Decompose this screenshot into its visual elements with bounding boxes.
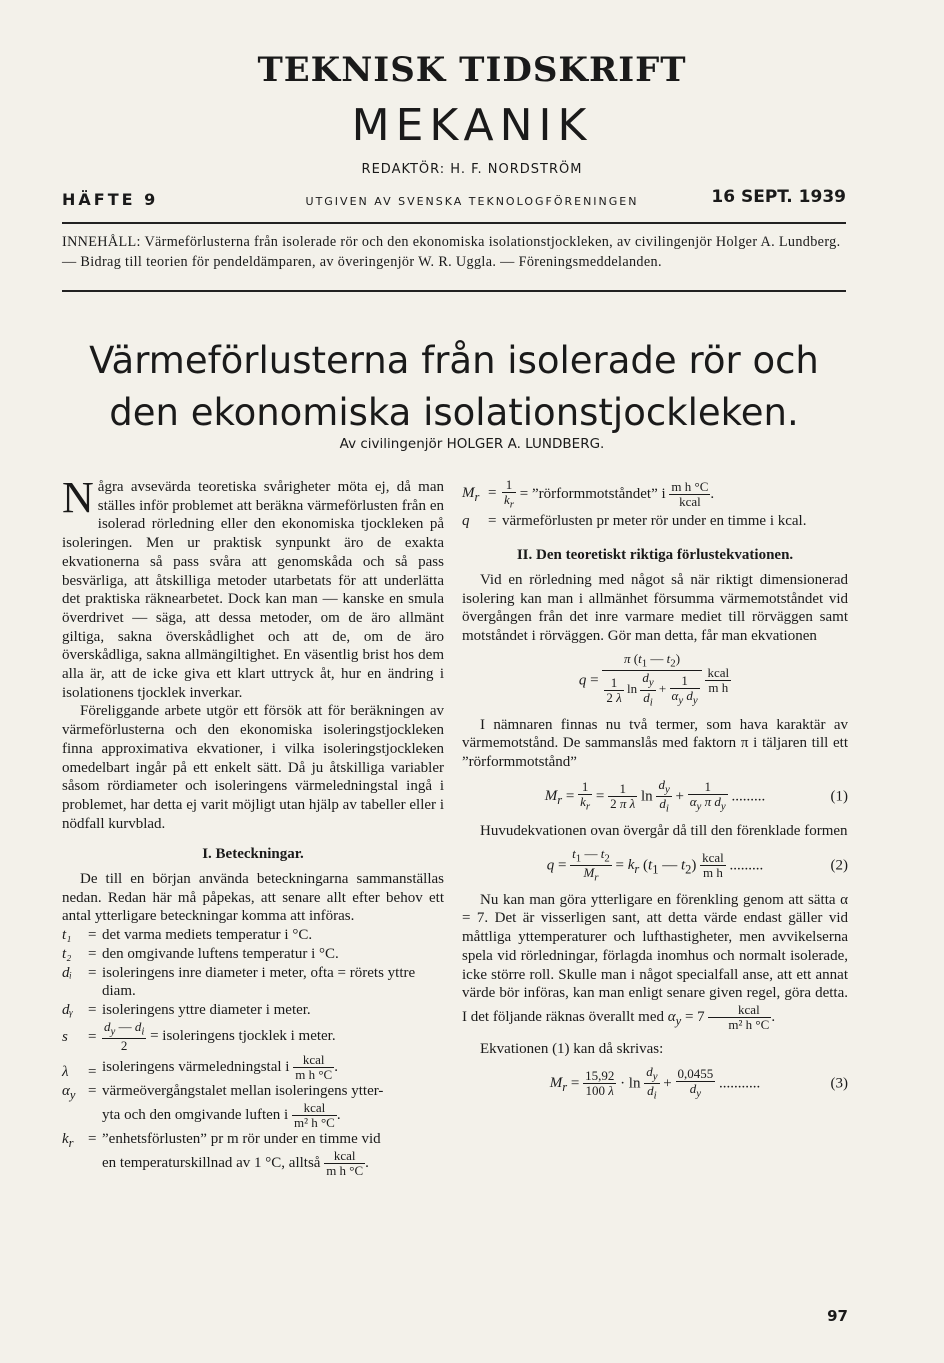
def-text: den omgivande luftens temperatur i °C. — [102, 945, 339, 962]
publisher-line: UTGIVEN AV SVENSKA TEKNOLOGFÖRENINGEN — [305, 195, 639, 208]
issue-date: 16 SEPT. 1939 — [711, 187, 846, 207]
def-symbol: $\alpha_y$ — [62, 1083, 76, 1103]
article-byline: Av civilingenjör HOLGER A. LUNDBERG. — [339, 436, 605, 452]
def-symbol: $M_r$ — [462, 485, 480, 504]
paragraph-8: Ekvationen (1) kan då skrivas: — [480, 1041, 664, 1057]
equation-main: q = π ($t_1$ — $t_2$) $\frac{1}{2 \lambda}$ ln $\frac{d_y}{d_i}$ + $\frac{1}{\alpha_y d_y}$ $\frac{\text{kcal}}{\text{m h}}$ — [578, 650, 730, 709]
def-text: värmeövergångstalet mellan isoleringens ytter- yta och den omgivande luften i $\frac{\text{kcal}}{\text{m² h °C}}$ . — [102, 1083, 384, 1130]
def-symbol: $k_r$ — [62, 1130, 74, 1150]
divider-top — [62, 222, 846, 224]
def-symbol: q — [462, 512, 470, 529]
issue-number: HÄFTE 9 — [62, 190, 159, 209]
definitions-list: t₁ = det varma mediets temperatur i °C. t₂ = den omgivande luftens temperatur i °C. dᵢ = isoleringens inre diameter i meter, ofta = rörets yttre diam. dᵧ = isoleringens yttre diameter i meter. s = $\frac{d_y — d_i}{2}$ = isoleringens tjocklek i meter. λ = isoleringens värmeledningstal i $\frac{\text{kcal}}{\text{m h °C}}$ . $\alpha_y$ = värmeövergångstalet mellan isoleringens ytter- yta och den omgivande luften i $\frac{\text{kcal}}{\text{m² h °C}}$ . $k_r$ = ”enhetsförlusten” pr m rör under en timme vid en temperaturskillnad av 1 °C, alltså $\frac{\text{kcal}}{\text{m h °C}}$ . — [62, 926, 444, 1178]
equation-number: (1) — [830, 788, 848, 805]
def-text: isoleringens inre diameter i meter, ofta = rörets yttre diam. — [102, 964, 416, 1000]
paragraph-6: Huvudekvationen ovan övergår då till den förenklade formen — [480, 822, 848, 839]
equation-1: $M_r$ = $\frac{1}{k_r}$ = $\frac{1}{\text{2 π λ}}$ ln $\frac{d_y}{d_i}$ + $\frac{1}{\alpha_y \pi d_y}$ ......... (1) — [544, 776, 848, 815]
equation-2: q = $\frac{t_1 — t_2}{M_r}$ = $k_r$ ($t_1$ — $t_2$) $\frac{\text{kcal}}{\text{m h}}$ ......... (2) — [546, 845, 848, 884]
paragraph-2: Föreliggande arbete utgör ett försök att för beräkningen av värmeförlusterna och den ekonomiska isoleringstjockleken finna approximativa ekvationer, i vilka isoleringstjockleken omedelbart ingår på ett enkelt sätt. Då ju åtskilliga variabler såsom rördiameter och isoleringens värmeledningstal ingå i problemet, har detta ej varit möjligt utan hjälp av tabeller eller i nödfall kurvblad. — [62, 703, 444, 832]
article-title: Värmeförlusterna från isolerade rör och den ekonomiska isolationstjockleken. — [89, 339, 819, 434]
section-title: MEKANIK — [351, 100, 593, 151]
paragraph-1-text: ågra avsevärda teoretiska svårigheter möta ej, då man ställes inför problemet att beräkna värmeförlusten från en isolerad rörledning eller den ekonomiska tjockleken på isoleringen. Men ur praktisk synpunkt äro de exakta ekvationerna så pass svåra att genomskåda och så pass besvärliga, att åtskilliga metoder utarbetats för att underlätta det praktiska räknearbetet. Dock kan man — kanske en smula överdrivet — säga, att dessa metoder, om de äro allmänt giltiga, sakna överskådlighet och att de, om de äro överskådliga, sakna allmängiltighet. En väsentlig brist hos dem alla är, att de icke giva ett klart uttryck åt, hur en ändring i isolationens tjocklek inverkar. — [62, 479, 444, 701]
left-column — [62, 473, 444, 1178]
def-text: värmeförlusten pr meter rör under en timme i kcal. — [502, 512, 807, 529]
paragraph-3: De till en början använda beteckningarna sammanställas nedan. Redan här må påpekas, att senare allt efter behov ett antal ytterligare beteckningar komma att införas. — [62, 871, 444, 925]
def-symbol: dᵢ — [62, 964, 72, 981]
def-symbol: t₁ — [62, 927, 72, 944]
def-symbol: dᵧ — [62, 1001, 73, 1018]
journal-title: TEKNISK TIDSKRIFT — [257, 50, 687, 90]
paragraph-1 — [62, 473, 444, 702]
contents-block: INNEHÅLL: Värmeförlusterna från isolerade rör och den ekonomiska isolationstjockleken, av civilingenjör Holger A. Lundberg. — Bidrag till teorien för pendeldämparen, av överingenjör W. R. Uggla. — Föreningsmeddelanden. — [62, 234, 841, 270]
def-symbol: s — [62, 1028, 68, 1045]
definitions-list-2: $M_r$ = $\frac{1}{k_r}$ = ”rörformmotståndet” i $\frac{\text{m h °C}}{\text{kcal}}$ . q = värmeförlusten pr meter rör under en timme i kcal. — [462, 478, 848, 530]
drop-cap: N — [62, 473, 94, 522]
def-symbol: λ — [62, 1064, 69, 1081]
def-text: $\frac{d_y — d_i}{2}$ = isoleringens tjocklek i meter. — [104, 1018, 336, 1054]
editor-line: REDAKTÖR: H. F. NORDSTRÖM — [361, 162, 583, 177]
divider-bottom — [62, 290, 846, 292]
paragraph-4: Vid en rörledning med något så när riktigt dimensionerad isolering kan man i allmänhet försumma värmemotståndet vid övergången från det inre varmare mediet till rörväggen samt motståndet i rörväggen. Gör man detta, får man ekvationen — [462, 572, 848, 645]
equation-3: $M_r$ = $\frac{15,92}{100 \lambda}$ · ln $\frac{d_y}{d_i}$ + $\frac{0,0455}{d_y}$ ........... (3) — [549, 1063, 848, 1102]
page-number: 97 — [827, 1307, 848, 1325]
equation-number: (2) — [830, 857, 848, 874]
section-heading-1: I. Beteckningar. — [202, 846, 304, 863]
def-text: isoleringens yttre diameter i meter. — [102, 1001, 311, 1018]
paragraph-5: I nämnaren finnas nu två termer, som hava karaktär av värmemotstånd. De sammanslås med faktorn π i täljaren till ett ”rörformmotstånd” — [462, 716, 848, 770]
equation-number: (3) — [830, 1075, 848, 1092]
def-text: isoleringens värmeledningstal i $\frac{\text{kcal}}{\text{m h °C}}$ . — [102, 1052, 338, 1083]
def-symbol: t₂ — [62, 945, 72, 962]
section-heading-2: II. Den teoretiskt riktiga förlustekvationen. — [516, 547, 794, 564]
def-text: ”enhetsförlusten” pr m rör under en timme vid en temperaturskillnad av 1 °C, alltså $\frac{\text{kcal}}{\text{m h °C}}$ . — [102, 1130, 381, 1178]
paragraph-7: Nu kan man göra ytterligare en förenkling genom att sätta α = 7. Det är visserligen sant, att detta värde endast gäller vid måttliga yttemperaturer och lufthastigheter, men avvikelserna spela vid rörledningar, förlagda inomhus och normalt isolerade, icke större roll. Skulle man i något specialfall anse, att ett annat värde bör införas, kan man enligt senare given regel, göra detta. I det följande räknas överallt med $\alpha_y = 7$ $\frac{\text{kcal}}{\text{m² h °C}}$ . — [462, 891, 848, 1032]
def-text: det varma mediets temperatur i °C. — [102, 927, 313, 944]
right-column — [462, 478, 848, 1109]
def-text: $\frac{1}{k_r}$ = ”rörformmotståndet” i $\frac{\text{m h °C}}{\text{kcal}}$ . — [504, 477, 715, 511]
